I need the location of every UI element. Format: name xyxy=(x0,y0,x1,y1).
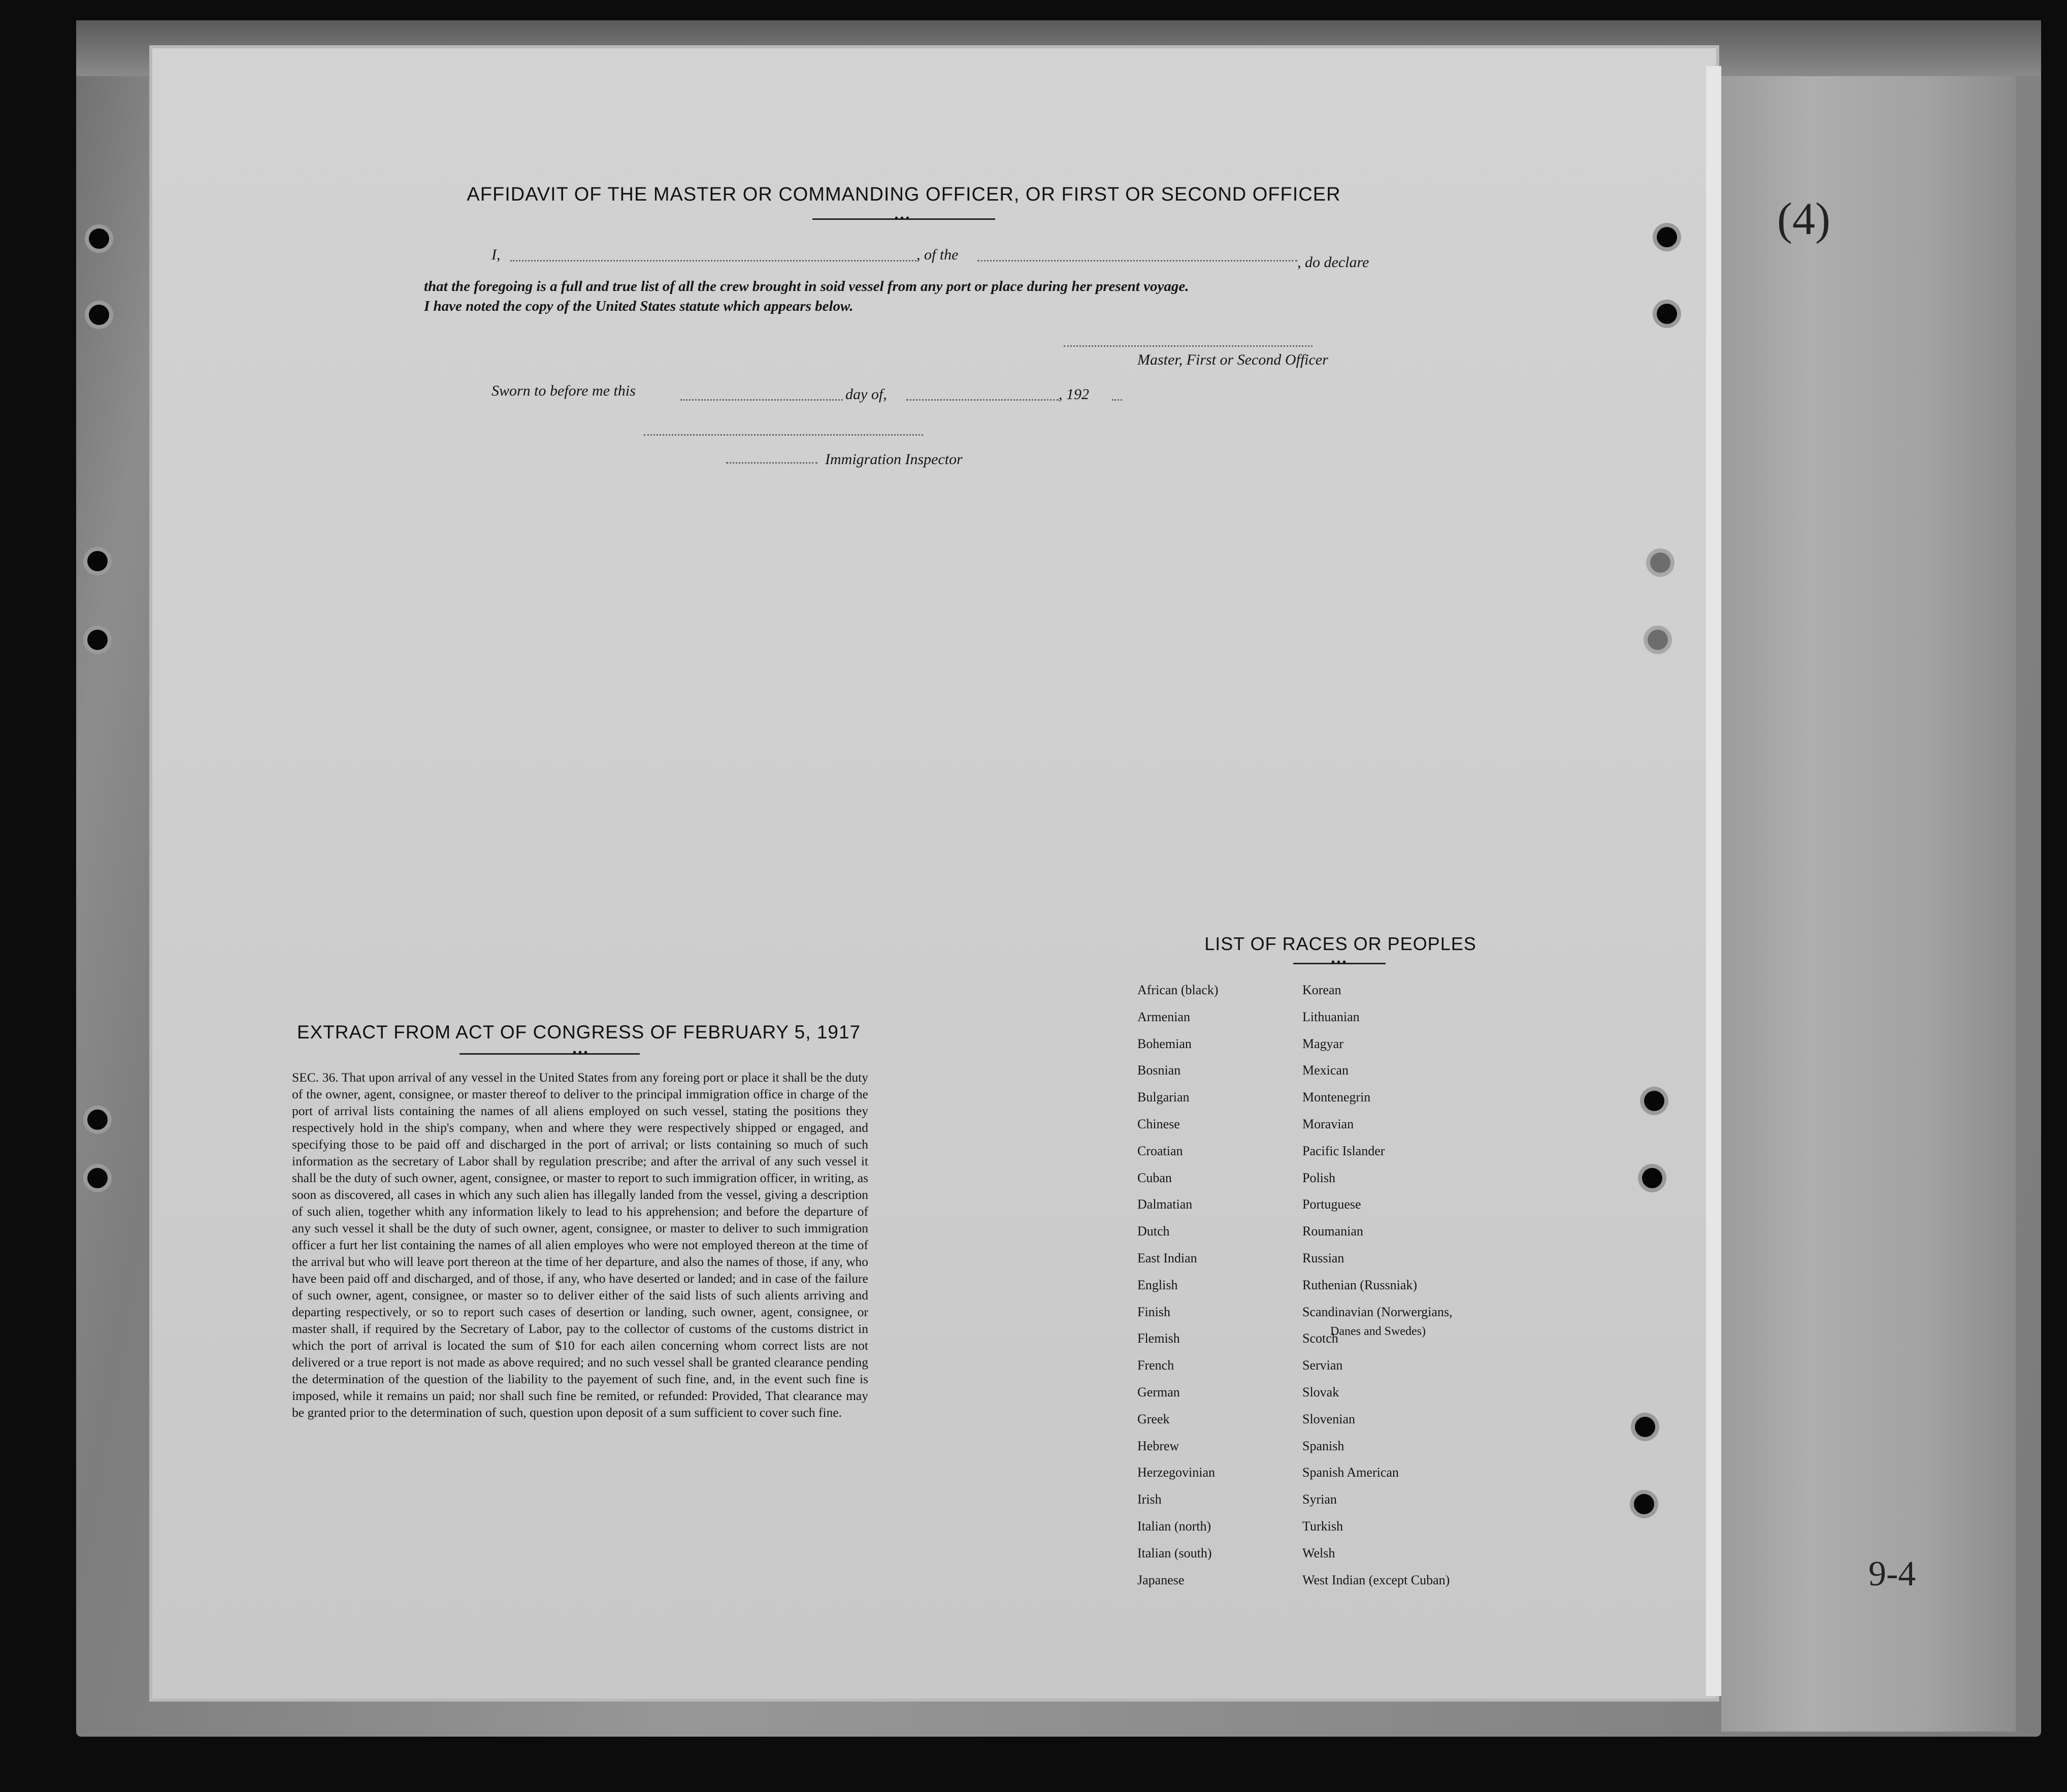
race-item: Cuban xyxy=(1137,1170,1172,1185)
race-item: Herzegovinian xyxy=(1137,1465,1216,1480)
binder-hole xyxy=(1648,630,1668,650)
affidavit-title: AFFIDAVIT OF THE MASTER OR COMMANDING OFFICER, OR FIRST OR SECOND OFFICER xyxy=(467,184,1341,205)
race-item: Ruthenian (Russniak) xyxy=(1302,1277,1418,1292)
race-item: Welsh xyxy=(1302,1545,1335,1560)
race-item: Hebrew xyxy=(1137,1438,1179,1453)
vessel-blank xyxy=(977,260,1297,262)
page-edge xyxy=(1706,66,1721,1696)
races-ornament: ••• xyxy=(1331,957,1349,968)
race-item: Servian xyxy=(1302,1358,1343,1373)
race-item: Croatian xyxy=(1137,1143,1183,1158)
race-item: Turkish xyxy=(1302,1518,1343,1534)
races-note: Danes and Swedes) xyxy=(1330,1325,1426,1338)
binder-hole xyxy=(87,1110,108,1130)
race-item: German xyxy=(1137,1384,1180,1399)
name-blank xyxy=(510,260,916,262)
declaration-line3: I have noted the copy of the United States statute which appears below. xyxy=(424,298,854,314)
race-item: Pacific Islander xyxy=(1302,1143,1385,1158)
race-item: Roumanian xyxy=(1302,1224,1363,1239)
race-item: Finish xyxy=(1137,1304,1171,1319)
binder-hole xyxy=(1650,552,1670,573)
signature-label: Master, First or Second Officer xyxy=(1137,351,1328,368)
race-item: Bohemian xyxy=(1137,1036,1192,1051)
race-item: Chinese xyxy=(1137,1116,1180,1131)
binder-hole xyxy=(1642,1168,1662,1188)
races-right-column xyxy=(1302,977,1453,1593)
race-item: Dutch xyxy=(1137,1224,1170,1239)
binder-hole xyxy=(89,305,109,325)
race-item: Moravian xyxy=(1302,1116,1354,1131)
race-item: Russian xyxy=(1302,1250,1344,1265)
extract-ornament: ••• xyxy=(573,1047,590,1058)
race-item: Scandinavian (Norwergians, xyxy=(1302,1304,1453,1319)
race-item: Syrian xyxy=(1302,1492,1337,1507)
race-item: English xyxy=(1137,1277,1178,1292)
race-item: Bulgarian xyxy=(1137,1090,1190,1105)
binder-hole xyxy=(1635,1417,1655,1437)
declaration-do-declare: , do declare xyxy=(1297,254,1369,271)
race-item: Magyar xyxy=(1302,1036,1343,1051)
races-left-column xyxy=(1137,977,1219,1593)
year-blank xyxy=(1112,399,1122,401)
sworn-text: Sworn to before me this xyxy=(491,382,636,399)
race-item: African (black) xyxy=(1137,983,1219,997)
month-blank xyxy=(906,399,1059,401)
race-item: Bosnian xyxy=(1137,1063,1181,1078)
race-item: French xyxy=(1137,1358,1174,1373)
declaration-line2: that the foregoing is a full and true list of all the crew brought in soid vessel from any port or place during her present voyage. xyxy=(424,278,1189,295)
race-item: Scotch xyxy=(1302,1331,1338,1346)
binder-hole xyxy=(87,551,108,571)
race-item: Flemish xyxy=(1137,1331,1180,1346)
race-item: Mexican xyxy=(1302,1063,1349,1078)
binder-hole xyxy=(87,630,108,650)
title-ornament: ••• xyxy=(895,213,912,224)
binder-hole xyxy=(1657,304,1677,324)
underlying-sheet xyxy=(1721,76,2016,1732)
race-item: Slovak xyxy=(1302,1384,1339,1399)
binder-hole xyxy=(89,229,109,249)
binder-hole xyxy=(1657,227,1677,247)
handwritten-number: (4) xyxy=(1777,194,1830,244)
race-item: West Indian (except Cuban) xyxy=(1302,1572,1450,1587)
race-item: East Indian xyxy=(1137,1250,1197,1265)
race-item: Dalmatian xyxy=(1137,1197,1193,1212)
day-blank xyxy=(680,399,843,401)
race-item: Portuguese xyxy=(1302,1197,1361,1212)
binder-hole xyxy=(87,1168,108,1188)
race-item: Lithuanian xyxy=(1302,1009,1360,1024)
race-item: Irish xyxy=(1137,1492,1162,1507)
year-prefix: , 192 xyxy=(1059,386,1089,403)
race-item: Japanese xyxy=(1137,1572,1185,1587)
extract-rule xyxy=(460,1053,640,1055)
binder-hole xyxy=(1634,1494,1654,1514)
binder-hole xyxy=(1644,1091,1664,1111)
race-item: Italian (north) xyxy=(1137,1518,1211,1534)
race-item: Italian (south) xyxy=(1137,1545,1212,1560)
race-item: Montenegrin xyxy=(1302,1090,1371,1105)
race-item: Polish xyxy=(1302,1170,1336,1185)
extract-title: EXTRACT FROM ACT OF CONGRESS OF FEBRUARY 5, 1917 xyxy=(297,1022,861,1042)
declaration-i: I, xyxy=(491,246,501,263)
races-title: LIST OF RACES OR PEOPLES xyxy=(1204,933,1477,954)
race-item: Spanish xyxy=(1302,1438,1344,1453)
inspector-label: Immigration Inspector xyxy=(825,451,963,468)
declaration-of-the: , of the xyxy=(916,246,959,263)
race-item: Greek xyxy=(1137,1411,1170,1426)
signature-blank xyxy=(1064,345,1313,347)
day-of: day of, xyxy=(845,386,887,403)
race-item: Spanish American xyxy=(1302,1465,1399,1480)
race-item: Korean xyxy=(1302,983,1341,997)
handwritten-marks: 9-4 xyxy=(1868,1554,1916,1593)
inspector-blank xyxy=(726,462,817,464)
inspector-signature-blank xyxy=(644,434,923,436)
extract-body: SEC. 36. That upon arrival of any vessel in the United States from any foreing port or place it shall be the duty of the owner, agent, consignee, or master thereof to deliver to the principal immigration office in charge of the port of arrival lists containing the names of all aliens employed on such vessel, stating the positions they respectively hold in the ship's company, when and where they were respectively shipped or engaged, and specifying those to be paid off and discharged in the port of arrival; or lists containing so much of such information as the secretary of Labor shall by regulation prescribe; and after the arrival of any such vessel it shall be the duty of such owner, agent, consignee, or master to report to such immigration officer, in writing, as soon as discovered, all cases in which any such alien has illegally landed from the vessel, giving a description of such alien, together whith any information likely to lead to his apprehension; and before the departure of any such vessel it shall be the duty of such owner, agent, consignee, or master to deliver to such immigration officer a furt her list containing the names of all alien employes who were not employed thereon at the time of the arrival but who will leave port thereon at the time of her departure, and also the names of those, if any, who have been paid off and discharged, and of those, if any, who have deserted or landed; and in case of the failure of such owner, agent, consignee, or master so to deliver either of the said lists of such alients arriving and departing respectively, or so to report such cases of desertion or landing, such owner, agent, consignee, or master shall, if required by the Secretary of Labor, pay to the collector of customs of the customs district in which the port of arrival is located the sum of $10 for each ailen concerning whom correct lists are not delivered or a true report is not made as above required; and no such vessel shall be granted clearance pending the determination of the question of the liability to the payement of such fine, and, in the event such fine is imposed, while it remains un paid; nor shall such fine be remited, or refunded: Provided, That clearance may be granted prior to the determination of such, question upon deposit of a sum sufficient to cover such fine. xyxy=(292,1070,868,1420)
manifest-page xyxy=(152,48,1716,1699)
race-item: Armenian xyxy=(1137,1009,1190,1024)
race-item: Slovenian xyxy=(1302,1411,1355,1426)
